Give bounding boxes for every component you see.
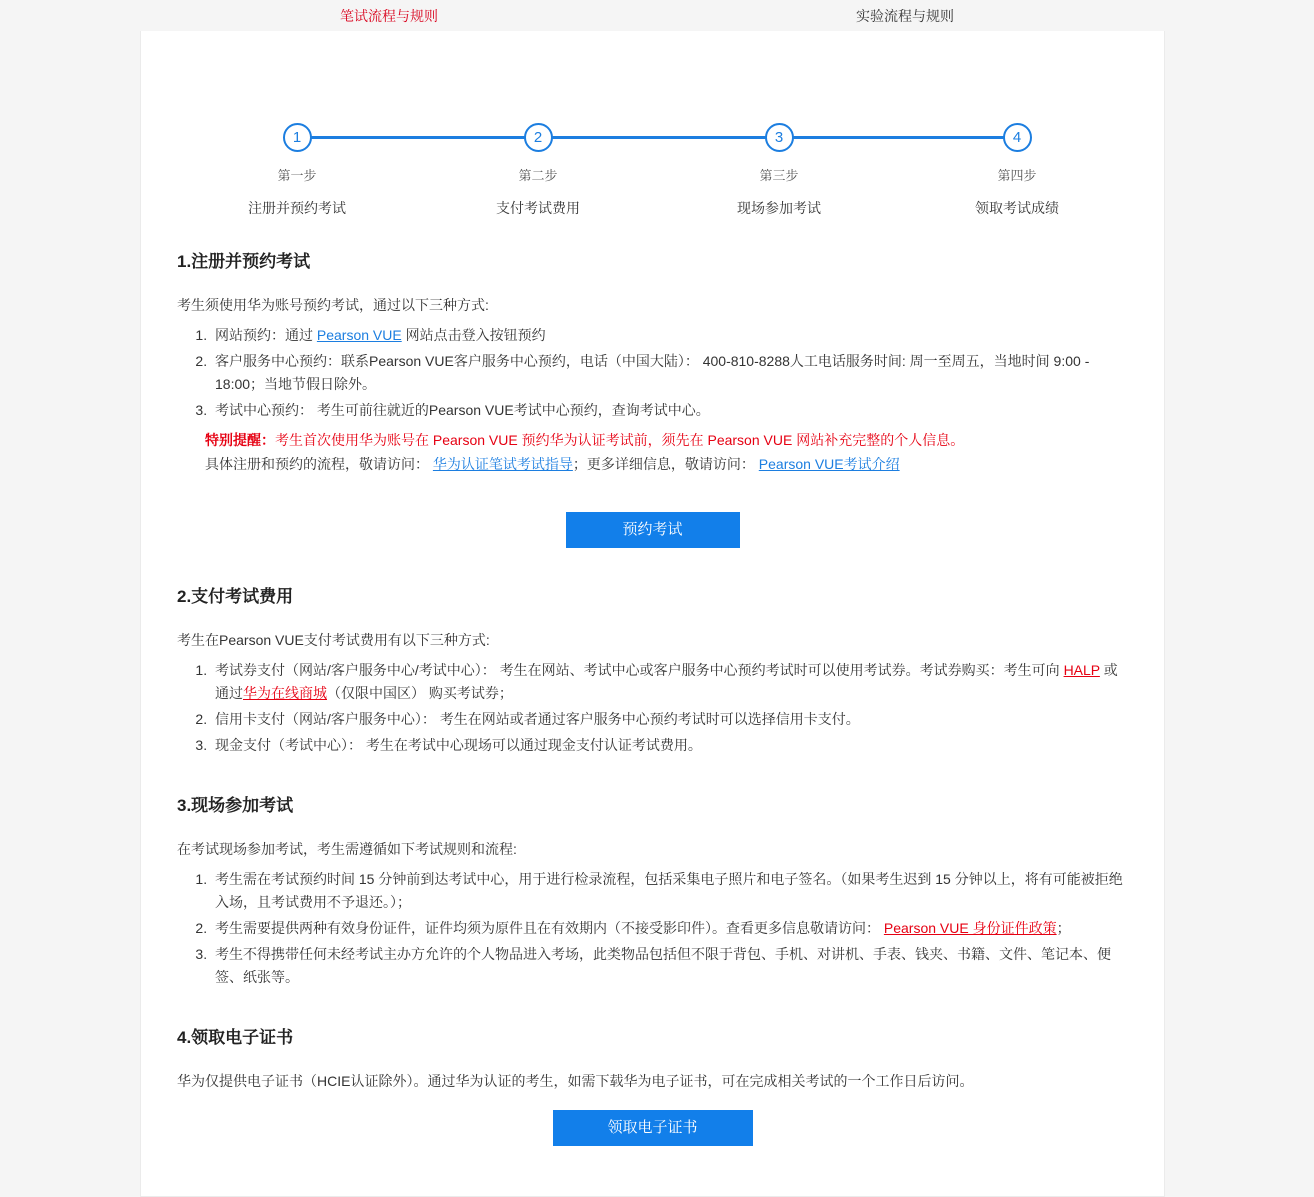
- s3-item2-post: ；: [1056, 920, 1071, 936]
- s3-item2-pre: 考生需要提供两种有效身份证件，证件均须为原件且在有效期内（不接受影印件）。查看更多信息敬请访问：: [215, 920, 884, 936]
- list-item: [211, 324, 1128, 347]
- huawei-online-store-link[interactable]: 华为在线商城: [243, 685, 327, 701]
- s2-item1-mid: 或通过: [215, 662, 1118, 701]
- section-3-lead: 在考试现场参加考试，考生需遵循如下考试规则和流程:: [177, 841, 517, 857]
- list-item: 2. 信用卡支付（网站/客户服务中心）： 考生在网站或者通过客户服务中心预约考试时可以选择信用卡支付。: [211, 708, 1128, 731]
- list-item: 3. 考生不得携带任何未经考试主办方允许的个人物品进入考场，此类物品包括但不限于背包、手机、对讲机、手表、钱夹、书籍、文件、笔记本、便签、纸张等。: [211, 943, 1128, 989]
- process-stepper: [141, 83, 1164, 216]
- section-2-list: [177, 659, 1128, 757]
- pearson-vue-link[interactable]: Pearson VUE: [316, 327, 402, 343]
- s1-item1-post: 网站点击登入按钮预约: [401, 327, 546, 343]
- s2-item1-post: （仅限中国区） 购买考试券；: [327, 685, 513, 701]
- step-4-sub: 第四步: [997, 168, 1037, 183]
- list-item: 3. 考试中心预约： 考生可前往就近的Pearson VUE考试中心预约，查询考试中心。: [211, 399, 1128, 422]
- special-reminder-label: 特别提醒：: [205, 432, 275, 448]
- step-2: [463, 123, 613, 218]
- section-4-title: 4.领取电子证书: [177, 1028, 294, 1047]
- step-3-circle: 3: [765, 123, 794, 152]
- section-1-notes: [205, 428, 1128, 476]
- special-reminder-text: 考生首次使用华为账号在 Pearson VUE 预约华为认证考试前，须先在 Pearson VUE 网站补充完整的个人信息。: [275, 432, 965, 448]
- section-1-list: [177, 324, 1128, 422]
- step-1-label: 注册并预约考试: [248, 200, 346, 216]
- step-1-circle: 1: [283, 123, 312, 152]
- main-content: [141, 247, 1164, 1196]
- claim-certificate-button[interactable]: 领取电子证书: [553, 1110, 753, 1146]
- stepper-connector-line: [299, 136, 1019, 139]
- book-exam-button[interactable]: 预约考试: [566, 512, 740, 548]
- claim-certificate-button-wrap: [177, 1110, 1128, 1146]
- step-3: [704, 123, 854, 218]
- tab-written-exam[interactable]: 笔试流程与规则: [340, 8, 438, 24]
- s2-item1-pre: 考试券支付（网站/客户服务中心/考试中心）： 考生在网站、考试中心或客户服务中心预约考试时可以使用考试券。考试券购买：考生可向: [215, 662, 1064, 678]
- list-item: [211, 917, 1128, 940]
- section-4-lead: 华为仅提供电子证书（HCIE认证除外）。通过华为认证的考生，如需下载华为电子证书，可在完成相关考试的一个工作日后访问。: [177, 1073, 974, 1089]
- step-3-label: 现场参加考试: [737, 200, 821, 216]
- halp-link[interactable]: HALP: [1063, 662, 1100, 678]
- section-3-list: [177, 868, 1128, 989]
- list-item: 2. 客户服务中心预约：联系Pearson VUE客户服务中心预约，电话（中国大陆）： 400-810-8288人工电话服务时间: 周一至周五，当地时间 9:00 - 18:00；当地节假日除外。: [211, 350, 1128, 396]
- pearson-vue-exam-intro-link[interactable]: Pearson VUE考试介绍: [758, 456, 900, 472]
- section-2-lead: 考生在Pearson VUE支付考试费用有以下三种方式:: [177, 632, 490, 648]
- list-item: [211, 659, 1128, 705]
- note-mid: ；更多详细信息，敬请访问：: [572, 456, 759, 472]
- s1-item1-pre: 网站预约：通过: [215, 327, 317, 343]
- step-3-sub: 第三步: [759, 168, 799, 183]
- step-4-label: 领取考试成绩: [975, 200, 1059, 216]
- book-exam-button-wrap: [177, 512, 1128, 548]
- section-2-title: 2.支付考试费用: [177, 587, 294, 606]
- list-item: 3. 现金支付（考试中心）： 考生在考试中心现场可以通过现金支付认证考试费用。: [211, 734, 1128, 757]
- list-item: 1. 考生需在考试预约时间 15 分钟前到达考试中心，用于进行检录流程，包括采集电子照片和电子签名。（如果考生迟到 15 分钟以上，将有可能被拒绝入场，且考试费用不予退还。）；: [211, 868, 1128, 914]
- pearson-vue-id-policy-link[interactable]: Pearson VUE 身份证件政策: [883, 920, 1057, 936]
- huawei-written-exam-guide-link[interactable]: 华为认证笔试考试指导: [432, 456, 573, 472]
- step-4: [942, 123, 1092, 218]
- step-2-circle: 2: [524, 123, 553, 152]
- step-4-circle: 4: [1003, 123, 1032, 152]
- section-1-title: 1.注册并预约考试: [177, 252, 311, 271]
- content-card: [140, 31, 1165, 1197]
- section-3-title: 3.现场参加考试: [177, 796, 294, 815]
- top-tabbar: [0, 0, 1314, 31]
- step-2-sub: 第二步: [518, 168, 558, 183]
- step-2-label: 支付考试费用: [496, 200, 580, 216]
- section-1-lead: 考生须使用华为账号预约考试，通过以下三种方式:: [177, 297, 489, 313]
- note-pre: 具体注册和预约的流程，敬请访问：: [205, 456, 433, 472]
- registration-guide-note: [205, 452, 1128, 476]
- step-1: [222, 123, 372, 218]
- special-reminder: [205, 428, 1128, 452]
- step-1-sub: 第一步: [277, 168, 317, 183]
- tab-lab-exam[interactable]: 实验流程与规则: [856, 8, 954, 24]
